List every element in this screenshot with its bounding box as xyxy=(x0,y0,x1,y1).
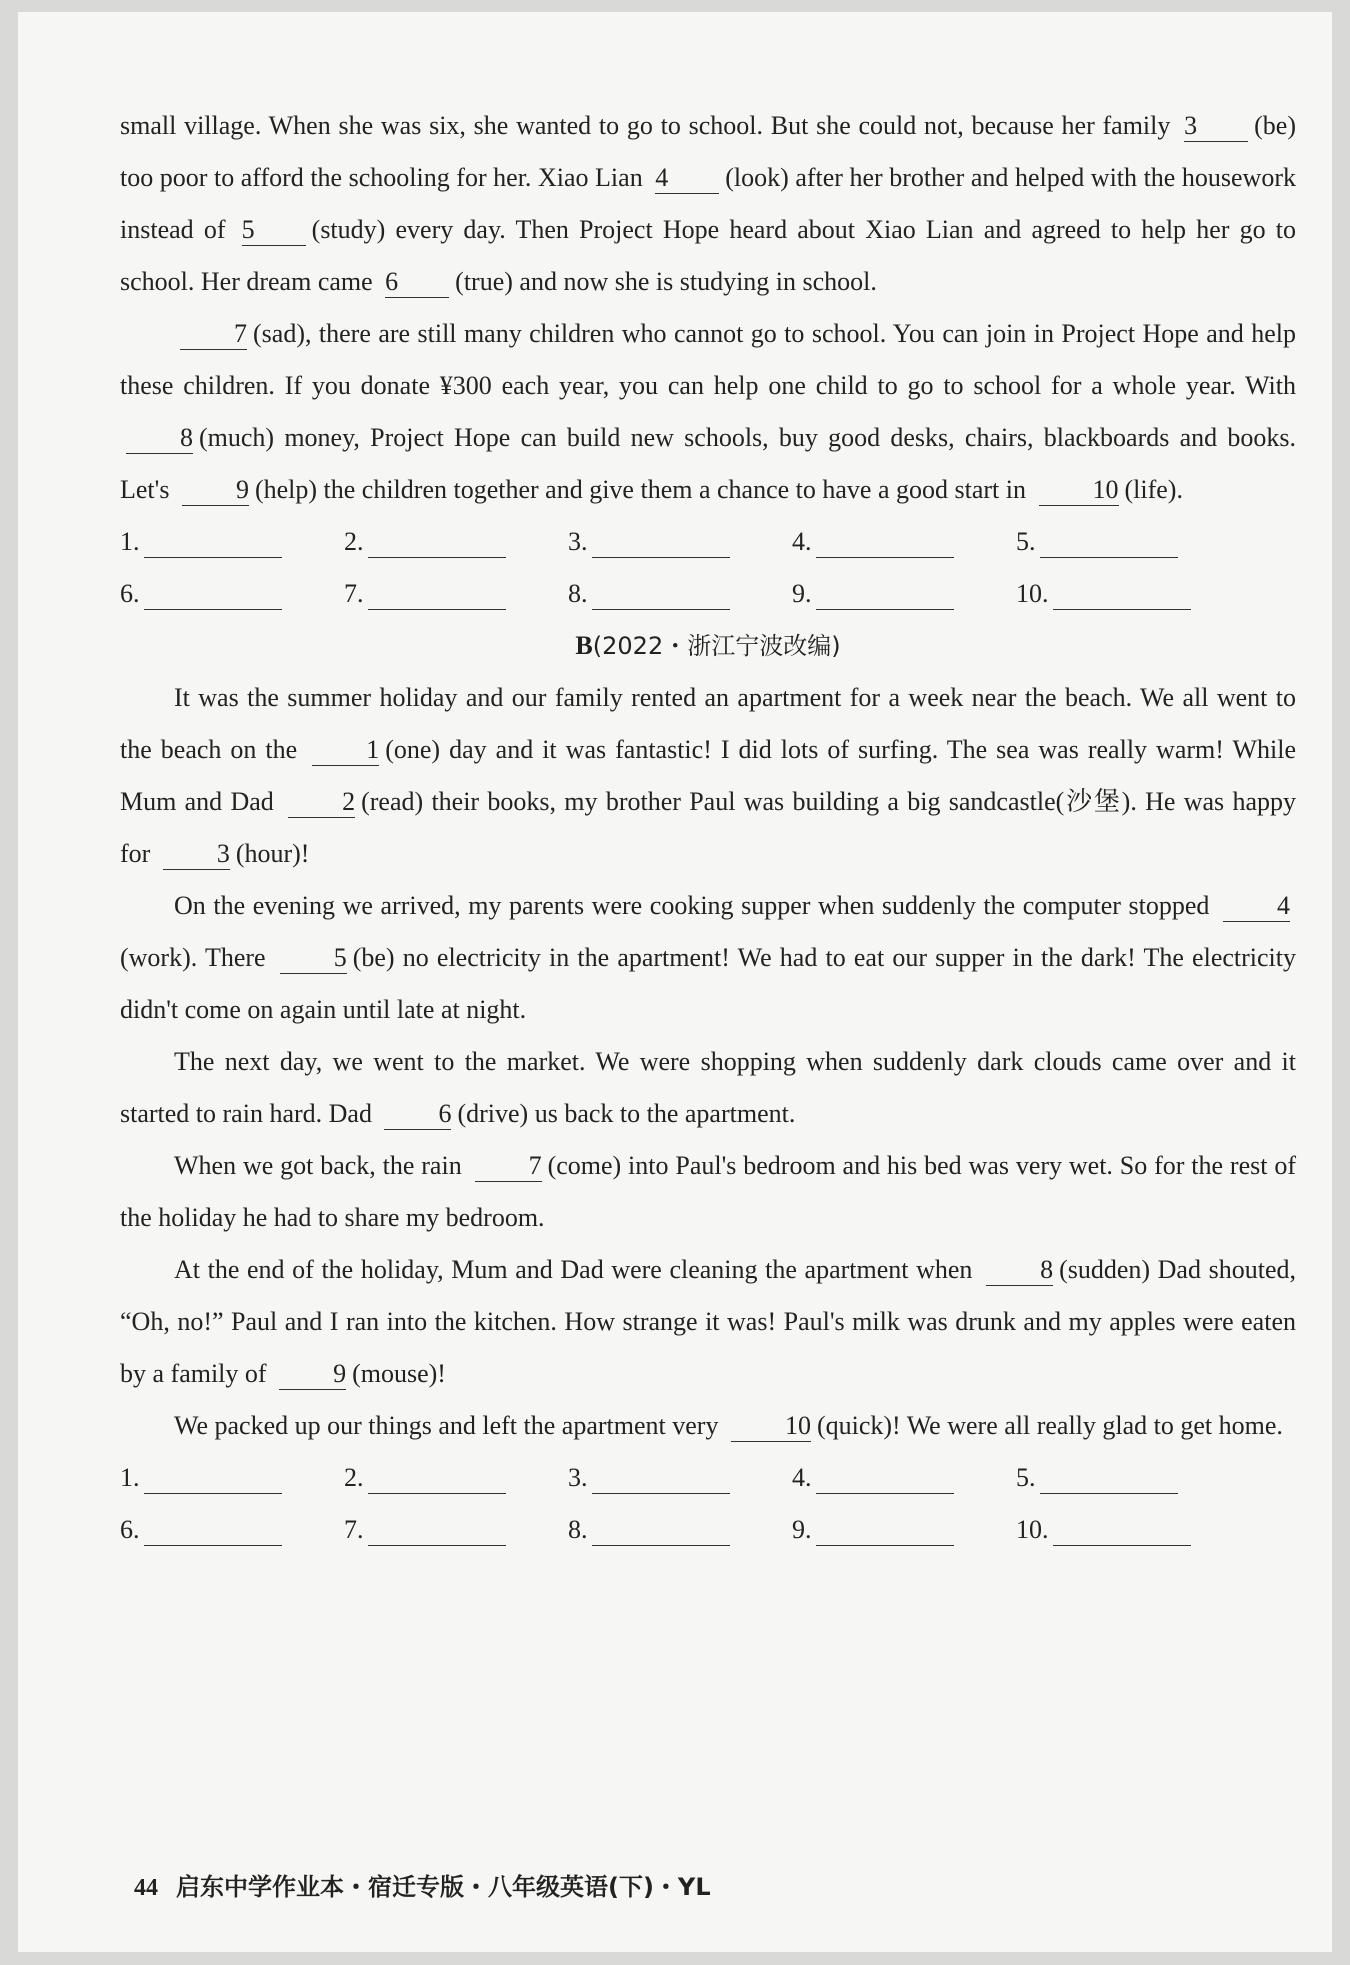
passage-text: The next day, we went to the market. We were shopping when suddenly dark clouds came over and it started to rain hard. Dad xyxy=(120,1047,1296,1128)
passage-a xyxy=(120,100,1296,516)
passage-text: We packed up our things and left the apartment very xyxy=(174,1411,725,1440)
section-b-title xyxy=(120,620,1296,672)
blank-number: 8 xyxy=(986,1255,1053,1286)
passage-text: (life). xyxy=(1124,475,1183,504)
blank-number: 5 xyxy=(280,943,347,974)
passage-text: When we got back, the rain xyxy=(174,1151,469,1180)
blank-number: 3 xyxy=(1184,111,1248,142)
section-b-source: (2022・浙江宁波改编) xyxy=(592,632,841,660)
answer-slot[interactable] xyxy=(568,1504,792,1556)
answer-slot[interactable] xyxy=(1016,516,1240,568)
blank-number: 6 xyxy=(385,267,449,298)
blank-number: 9 xyxy=(279,1359,346,1390)
passage-text: (one) day and it was fantastic! I did lots of surfing. The sea was really warm! While Mum and Dad xyxy=(120,735,1296,816)
page-number: 44 xyxy=(134,1875,158,1901)
answer-sheet-a xyxy=(120,516,1296,620)
answer-line[interactable] xyxy=(368,1463,506,1494)
passage-text: On the evening we arrived, my parents were cooking supper when suddenly the computer stopped xyxy=(174,891,1217,920)
passage-text: (be) no electricity in the apartment! We had to eat our supper in the dark! The electricity didn't come on again until late at night. xyxy=(120,943,1296,1024)
paragraph xyxy=(120,1140,1296,1244)
answer-line[interactable] xyxy=(1040,527,1178,558)
answer-line[interactable] xyxy=(144,579,282,610)
answer-slot[interactable] xyxy=(120,1452,344,1504)
answer-line[interactable] xyxy=(1053,579,1191,610)
blank-number: 6 xyxy=(384,1099,451,1130)
answer-label: 4. xyxy=(792,1463,812,1492)
answer-line[interactable] xyxy=(144,1463,282,1494)
answer-row xyxy=(120,516,1296,568)
answer-label: 9. xyxy=(792,579,812,608)
answer-line[interactable] xyxy=(816,527,954,558)
answer-sheet-b xyxy=(120,1452,1296,1556)
paragraph xyxy=(120,880,1296,1036)
blank-number: 10 xyxy=(731,1411,811,1442)
answer-row xyxy=(120,1452,1296,1504)
passage-text: (true) and now she is studying in school. xyxy=(455,267,877,296)
blank-number: 2 xyxy=(288,787,355,818)
answer-line[interactable] xyxy=(592,579,730,610)
passage-text: (read) their books, my brother Paul was building a big sandcastle(沙堡). He was happy for xyxy=(120,787,1296,868)
answer-line[interactable] xyxy=(368,1515,506,1546)
answer-row xyxy=(120,1504,1296,1556)
answer-label: 6. xyxy=(120,579,140,608)
answer-slot[interactable] xyxy=(568,516,792,568)
answer-label: 7. xyxy=(344,1515,364,1544)
answer-slot[interactable] xyxy=(344,1452,568,1504)
book-title: 启东中学作业本・宿迁专版・八年级英语(下)・YL xyxy=(176,1873,711,1901)
answer-line[interactable] xyxy=(368,527,506,558)
passage-text: (look) after her brother and helped with the housework instead of xyxy=(120,163,1296,244)
answer-slot[interactable] xyxy=(1016,1452,1240,1504)
passage-text: (much) money, Project Hope can build new schools, buy good desks, chairs, blackboards and books. Let's xyxy=(120,423,1296,504)
answer-slot[interactable] xyxy=(344,568,568,620)
passage-text: (hour)! xyxy=(235,839,310,868)
answer-line[interactable] xyxy=(592,527,730,558)
passage-text: (come) into Paul's bedroom and his bed was very wet. So for the rest of the holiday he had to share my bedroom. xyxy=(120,1151,1296,1232)
answer-line[interactable] xyxy=(368,579,506,610)
blank-number: 7 xyxy=(180,319,247,350)
passage-text: It was the summer holiday and our family rented an apartment for a week near the beach. We all went to the beach on the xyxy=(120,683,1296,764)
answer-label: 3. xyxy=(568,527,588,556)
page-content xyxy=(120,100,1296,1556)
passage-text: (study) every day. Then Project Hope heard about Xiao Lian and agreed to help her go to school. Her dream came xyxy=(120,215,1296,296)
passage-b xyxy=(120,672,1296,1452)
passage-text: (help) the children together and give them a chance to have a good start in xyxy=(254,475,1033,504)
answer-label: 1. xyxy=(120,1463,140,1492)
answer-slot[interactable] xyxy=(792,568,1016,620)
answer-slot[interactable] xyxy=(792,1504,1016,1556)
passage-text: (be) too poor to afford the schooling for her. Xiao Lian xyxy=(120,111,1296,192)
answer-label: 8. xyxy=(568,579,588,608)
answer-line[interactable] xyxy=(592,1515,730,1546)
answer-line[interactable] xyxy=(816,1515,954,1546)
document-page xyxy=(18,12,1332,1952)
blank-number: 9 xyxy=(182,475,249,506)
answer-label: 8. xyxy=(568,1515,588,1544)
blank-number: 5 xyxy=(242,215,306,246)
passage-text: small village. When she was six, she wanted to go to school. But she could not, because her family xyxy=(120,111,1179,140)
blank-number: 4 xyxy=(655,163,719,194)
answer-label: 10. xyxy=(1016,1515,1049,1544)
answer-row xyxy=(120,568,1296,620)
answer-label: 5. xyxy=(1016,527,1036,556)
passage-text: (quick)! We were all really glad to get home. xyxy=(816,1411,1283,1440)
answer-line[interactable] xyxy=(592,1463,730,1494)
blank-number: 8 xyxy=(126,423,193,454)
answer-label: 7. xyxy=(344,579,364,608)
answer-label: 4. xyxy=(792,527,812,556)
blank-number: 7 xyxy=(475,1151,542,1182)
paragraph xyxy=(120,672,1296,880)
answer-label: 9. xyxy=(792,1515,812,1544)
answer-line[interactable] xyxy=(144,1515,282,1546)
passage-text: (drive) us back to the apartment. xyxy=(457,1099,796,1128)
answer-label: 2. xyxy=(344,527,364,556)
answer-line[interactable] xyxy=(1040,1463,1178,1494)
blank-number: 3 xyxy=(163,839,230,870)
answer-slot[interactable] xyxy=(568,568,792,620)
blank-number: 10 xyxy=(1039,475,1119,506)
answer-slot[interactable] xyxy=(120,568,344,620)
paragraph xyxy=(120,1244,1296,1400)
answer-slot[interactable] xyxy=(120,1504,344,1556)
answer-label: 5. xyxy=(1016,1463,1036,1492)
passage-text: At the end of the holiday, Mum and Dad were cleaning the apartment when xyxy=(174,1255,981,1284)
answer-label: 1. xyxy=(120,527,140,556)
answer-label: 2. xyxy=(344,1463,364,1492)
blank-number: 1 xyxy=(312,735,379,766)
passage-text: (mouse)! xyxy=(352,1359,446,1388)
answer-slot[interactable] xyxy=(792,1452,1016,1504)
paragraph xyxy=(120,308,1296,516)
answer-line[interactable] xyxy=(144,527,282,558)
answer-slot[interactable] xyxy=(120,516,344,568)
answer-slot[interactable] xyxy=(568,1452,792,1504)
answer-slot[interactable] xyxy=(792,516,1016,568)
answer-line[interactable] xyxy=(816,1463,954,1494)
passage-text: (sudden) Dad shouted, “Oh, no!” Paul and I ran into the kitchen. How strange it was! Paul's milk was drunk and my apples were eaten by a family of xyxy=(120,1255,1296,1388)
answer-line[interactable] xyxy=(816,579,954,610)
paragraph xyxy=(120,1400,1296,1452)
paragraph xyxy=(120,1036,1296,1140)
answer-label: 3. xyxy=(568,1463,588,1492)
page-footer xyxy=(134,1867,711,1902)
answer-slot[interactable] xyxy=(344,1504,568,1556)
answer-line[interactable] xyxy=(1053,1515,1191,1546)
answer-label: 6. xyxy=(120,1515,140,1544)
answer-slot[interactable] xyxy=(1016,568,1240,620)
blank-number: 4 xyxy=(1223,891,1290,922)
answer-slot[interactable] xyxy=(1016,1504,1240,1556)
section-b-letter: B xyxy=(575,631,593,660)
passage-text: (work). There xyxy=(120,943,274,972)
paragraph xyxy=(120,100,1296,308)
answer-label: 10. xyxy=(1016,579,1049,608)
passage-text: (sad), there are still many children who cannot go to school. You can join in Project Hope and help these children. If you donate ¥300 each year, you can help one child to go to school for a whole year. With xyxy=(120,319,1296,400)
answer-slot[interactable] xyxy=(344,516,568,568)
